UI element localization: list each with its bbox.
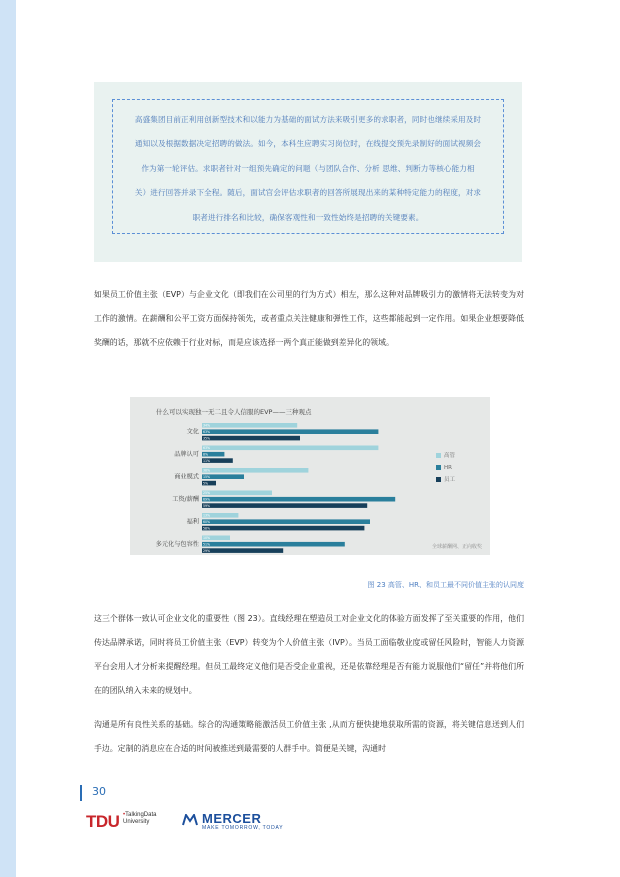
- chart-category-label: 品牌认可: [174, 451, 199, 459]
- chart-bar: [202, 542, 345, 547]
- page-number: 30: [92, 785, 106, 798]
- chart-category-label: 福利: [186, 518, 199, 526]
- td-line1: TalkingData: [125, 812, 157, 818]
- chart-legend-swatch: [436, 465, 441, 470]
- chart-legend-label: 员工: [444, 477, 456, 483]
- chart-bar: [202, 436, 300, 441]
- side-color-strip: [0, 0, 16, 877]
- body-paragraph-1: 如果员工价值主张（EVP）与企业文化（即我们在公司里的行为方式）相左，那么这种对品牌吸引力的激情将无法转变为对工作的激情。在薪酬和公平工资方面保持领先，或者重点关注健康和弹性工作，这些都能起到一定作用。如果企业想要降低奖酬的话，那就不应依赖于行业对标，而是应该选择一两个真正能做到差异化的领域。: [94, 290, 524, 347]
- body-paragraph-2: 这三个群体一致认可企业文化的重要性（图 23）。直线经理在塑造员工对企业文化的体验方面发挥了至关重要的作用，他们传达品牌承诺，同时将员工价值主张（EVP）转变为个人价值主张（IVP）。当员工面临敬业度或留任风险时，智能人力资源平台会用人才分析来提醒经理。但员工最终定义他们是否受企业重视，还是依靠经理是否有能力说服他们“留任”并将他们所在的团队纳入未来的规划中。: [94, 614, 524, 695]
- figure-caption: 图 23 高管、HR、和员工最不同价值主张的认同度: [367, 581, 524, 589]
- chart-value-label: 34%: [203, 423, 211, 428]
- chart-category-label: 工资/薪酬: [172, 496, 199, 504]
- talkingdata-university-logo: [123, 812, 156, 825]
- mercer-logo-icon: [182, 814, 198, 826]
- case-study-callout: [94, 82, 522, 262]
- callout-line: 通知以及根据数据决定招聘的做法。如今，本科生应聘实习岗位时，在线提交预先录制好的面试视频会: [134, 139, 482, 149]
- chart-category-label: 多元化与包容性: [155, 541, 199, 549]
- chart-value-label: 5%: [203, 481, 209, 486]
- chart-source-note: 全球薪酬网、正向收奖: [431, 544, 482, 550]
- evp-bar-chart: [130, 397, 490, 555]
- chart-value-label: 13%: [203, 513, 211, 518]
- callout-dashed-box: [112, 99, 504, 234]
- chart-bar: [202, 519, 370, 524]
- callout-line: 作为第一轮评估。求职者针对一组预先确定的问题（与团队合作、分析 思维、判断力等核心能力相: [141, 163, 475, 173]
- chart-value-label: 58%: [203, 526, 211, 531]
- chart-bar: [202, 497, 395, 502]
- chart-value-label: 35%: [203, 436, 211, 441]
- chart-value-label: 25%: [203, 491, 211, 496]
- chart-value-label: 59%: [203, 503, 211, 508]
- chart-bar: [202, 491, 272, 496]
- chart-bar: [202, 548, 283, 553]
- chart-value-label: 69%: [203, 497, 211, 502]
- chart-legend-label: HR: [444, 465, 452, 471]
- mercer-logo: MERCER: [202, 811, 262, 826]
- logo-dot-icon: •: [123, 812, 126, 818]
- chart-bar: [202, 446, 378, 451]
- chart-category-label: 商业模式: [174, 473, 199, 481]
- chart-legend-label: 高管: [444, 453, 456, 459]
- td-line2: University: [123, 818, 150, 825]
- chart-value-label: 63%: [203, 430, 211, 434]
- chart-bar: [202, 503, 367, 508]
- tdu-logo: TDU: [86, 812, 120, 831]
- callout-line: 职者进行排名和比较，确保客观性和一致性始终是招聘的关键要素。: [192, 212, 424, 222]
- body-paragraph-3: 沟通是所有良性关系的基础。综合的沟通策略能激活员工价值主张 ,从而方便快捷地获取所需的资源，将关键信息送到人们手边。定制的消息应在合适的时间被推送到最需要的人群手中。简便是关键，沟通时: [94, 720, 524, 753]
- chart-value-label: 29%: [203, 548, 211, 553]
- chart-svg: [130, 397, 490, 555]
- chart-value-label: 38%: [203, 468, 211, 473]
- mercer-tagline: MAKE TOMORROW, TODAY: [202, 825, 284, 831]
- chart-value-label: 8%: [203, 452, 209, 457]
- chart-legend-swatch: [436, 477, 441, 482]
- chart-title: 什么可以实现独一无二且令人信服的EVP——三种观点: [156, 408, 312, 416]
- callout-line: 关）进行回答并录下全程。随后，面试官会评估求职者的回答所展现出来的某种特定能力的程度，对求: [134, 188, 482, 198]
- chart-bar: [202, 429, 378, 434]
- page-number-bar: [80, 785, 82, 801]
- chart-value-label: 10%: [203, 536, 211, 541]
- chart-value-label: 15%: [203, 475, 211, 479]
- chart-category-label: 文化: [186, 428, 199, 436]
- chart-value-label: 63%: [203, 446, 211, 451]
- chart-bar: [202, 468, 308, 473]
- chart-value-label: 60%: [203, 520, 211, 524]
- chart-value-label: 51%: [203, 542, 211, 547]
- callout-line: 高盛集团目前正利用创新型技术和以能力为基础的面试方法来吸引更多的求职者，同时也继续采用及时: [134, 115, 482, 124]
- chart-value-label: 11%: [203, 458, 211, 463]
- chart-bar: [202, 423, 297, 428]
- chart-legend-swatch: [436, 453, 441, 458]
- chart-bar: [202, 526, 364, 531]
